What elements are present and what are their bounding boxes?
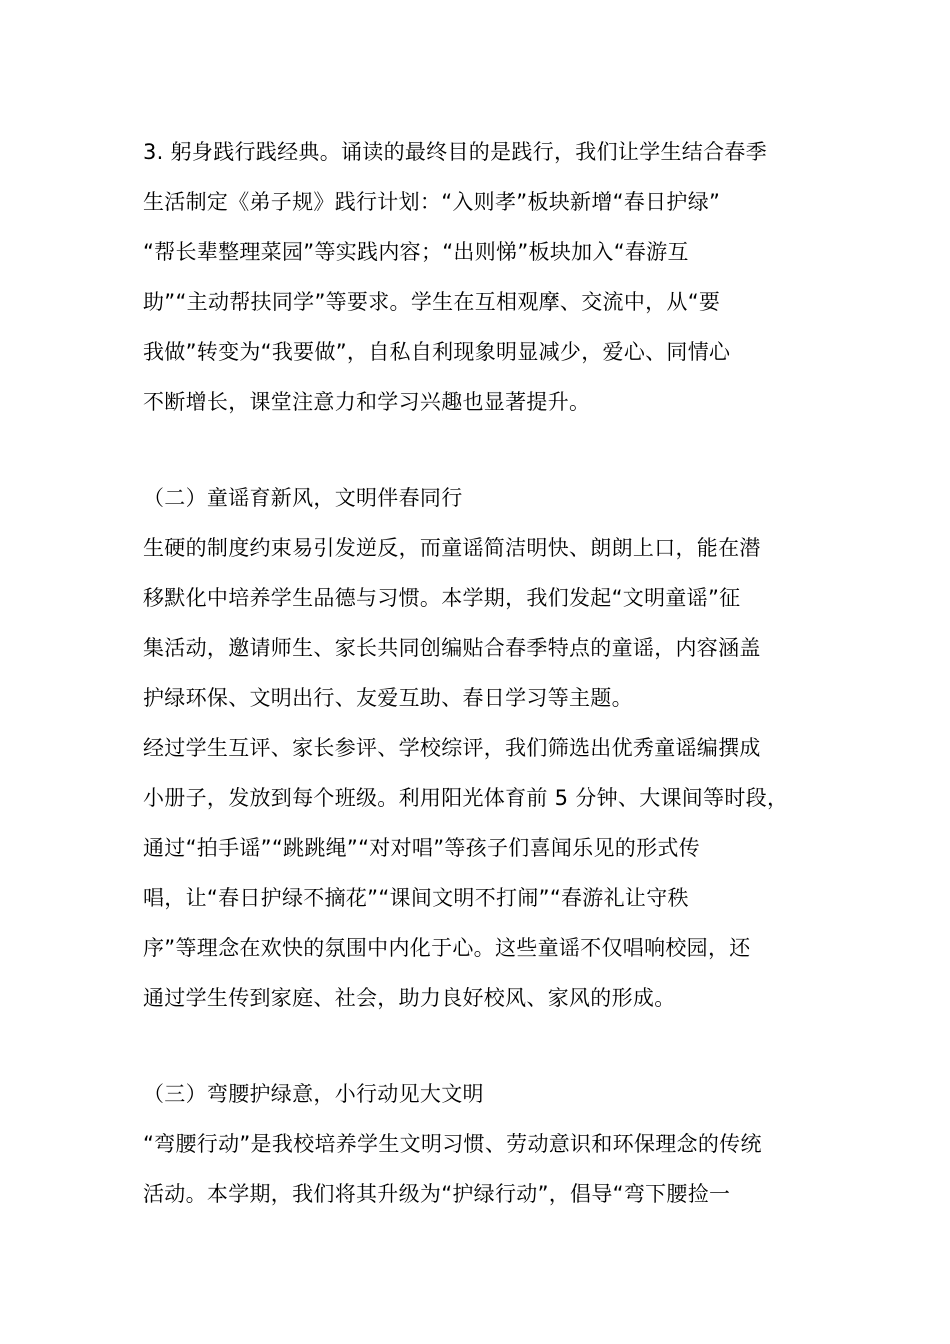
paragraph-line: 不断增长，课堂注意力和学习兴趣也显著提升。	[143, 390, 591, 414]
paragraph-line: 护绿环保、文明出行、友爱互助、春日学习等主题。	[143, 686, 633, 710]
paragraph-line: 通过“拍手谣”“跳跳绳”“对对唱”等孩子们喜闻乐见的形式传	[143, 836, 700, 860]
paragraph-line: “弯腰行动”是我校培养学生文明习惯、劳动意识和环保理念的传统	[143, 1132, 762, 1156]
paragraph-line: 3. 躬身践行践经典。诵读的最终目的是践行，我们让学生结合春季	[143, 140, 768, 164]
section-heading: （三）弯腰护绿意，小行动见大文明	[143, 1082, 484, 1106]
paragraph-line: 序”等理念在欢快的氛围中内化于心。这些童谣不仅唱响校园，还	[143, 936, 751, 960]
paragraph-line: 集活动，邀请师生、家长共同创编贴合春季特点的童谣，内容涵盖	[143, 636, 761, 660]
paragraph-line: 移默化中培养学生品德与习惯。本学期，我们发起“文明童谣”征	[143, 586, 741, 610]
paragraph-line: 通过学生传到家庭、社会，助力良好校风、家风的形成。	[143, 986, 676, 1010]
paragraph-line: 活动。本学期，我们将其升级为“护绿行动”，倡导“弯下腰捡一	[143, 1182, 731, 1206]
section-heading: （二）童谣育新风，文明伴春同行	[143, 486, 463, 510]
paragraph-line: 生活制定《弟子规》践行计划：“入则孝”板块新增“春日护绿”	[143, 190, 721, 214]
paragraph-line: 经过学生互评、家长参评、学校综评，我们筛选出优秀童谣编撰成	[143, 736, 761, 760]
paragraph-line: 小册子，发放到每个班级。利用阳光体育前 5 分钟、大课间等时段，	[143, 786, 789, 810]
paragraph-line: 我做”转变为“我要做”，自私自利现象明显减少，爱心、同情心	[143, 340, 731, 364]
paragraph-line: 唱，让“春日护绿不摘花”“课间文明不打闹”“春游礼让守秩	[143, 886, 689, 910]
paragraph-line: 生硬的制度约束易引发逆反，而童谣简洁明快、朗朗上口，能在潜	[143, 536, 761, 560]
paragraph-line: 助”“主动帮扶同学”等要求。学生在互相观摩、交流中，从“要	[143, 290, 721, 314]
paragraph-line: “帮长辈整理菜园”等实践内容；“出则悌”板块加入“春游互	[143, 240, 689, 264]
